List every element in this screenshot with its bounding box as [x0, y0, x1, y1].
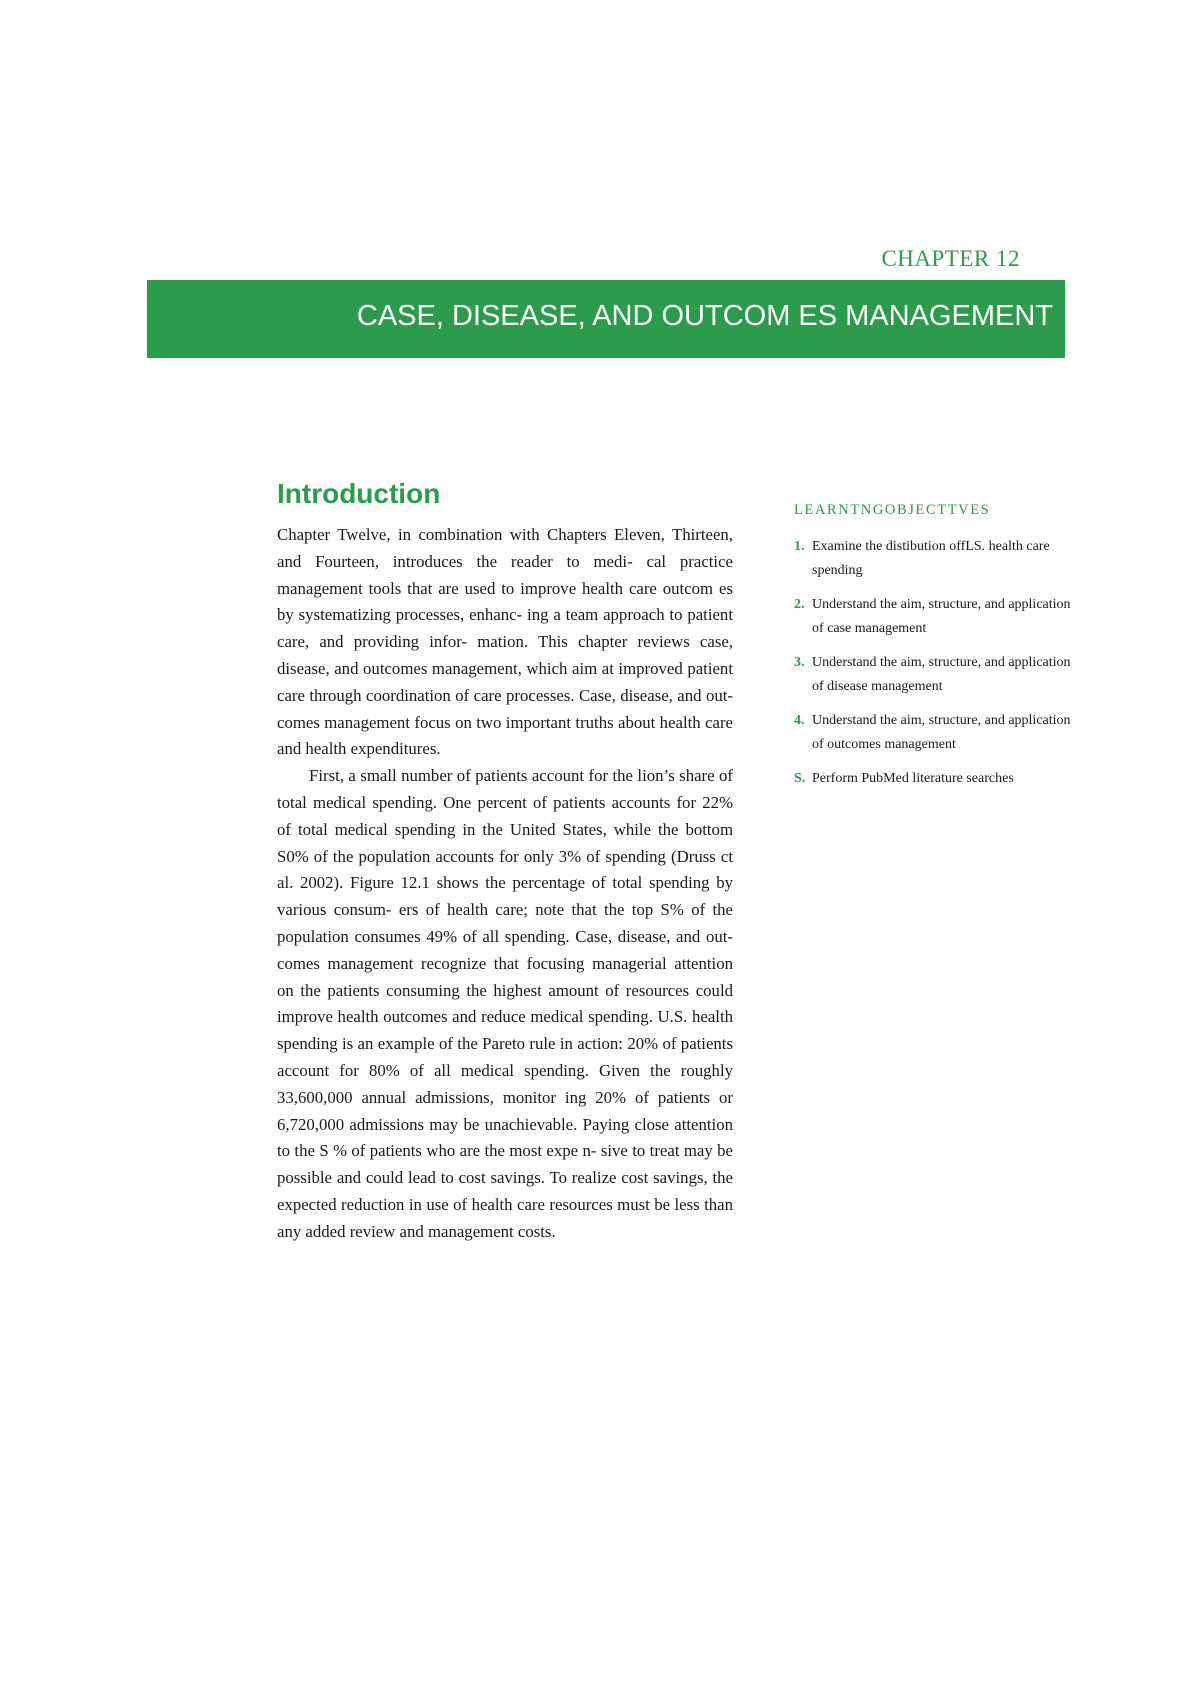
learning-objectives-sidebar — [794, 502, 1074, 801]
learning-objectives-heading: LEARNTNGOBJECTTVES — [794, 502, 991, 518]
learning-objective-item — [794, 767, 1074, 791]
objective-text: Understand the aim, structure, and application of disease management — [812, 655, 1071, 694]
learning-objective-item — [794, 535, 1074, 583]
chapter-title: CASE, DISEASE, AND OUTCOM ES MANAGEMENT — [356, 300, 1053, 332]
objective-number: 3. — [794, 655, 805, 670]
learning-objectives-list — [794, 535, 1074, 791]
learning-objective-item — [794, 593, 1074, 641]
chapter-label: CHAPTER 12 — [881, 246, 1020, 271]
introduction-heading: Introduction — [277, 478, 441, 509]
objective-text: Perform PubMed literature searches — [812, 771, 1014, 786]
objective-text: Understand the aim, structure, and application of case management — [812, 597, 1071, 636]
chapter-title-band — [147, 280, 1065, 358]
learning-objective-item — [794, 651, 1074, 699]
objective-number: 4. — [794, 713, 805, 728]
objective-text: Examine the distibution offLS. health care spending — [812, 539, 1050, 578]
introduction-section — [277, 478, 733, 1246]
introduction-paragraph-1: Chapter Twelve, in combination with Chapters Eleven, Thirteen, and Fourteen, introduces the reader to medi- cal practice management tools that are used to improve health care outcom es by systematizing processes, enhanc- ing a team approach to patient care, and providing infor- mation. This chapter reviews case, disease, and outcomes management, which aim at improved patient care through coordination of care processes. Case, disease, and out- comes management focus on two important truths about health care and health expenditures. — [277, 525, 733, 759]
introduction-paragraph-2: First, a small number of patients account for the lion’s share of total medical spending. One percent of patients accounts for 22% of total medical spending in the United States, while the bottom S0% of the population accounts for only 3% of spending (Druss ct al. 2002). Figure 12.1 shows the percentage of total spending by various consum- ers of health care; note that the top S% of the population consumes 49% of all spending. Case, disease, and out- comes management recognize that focusing managerial attention on the patients consuming the highest amount of resources could improve health outcomes and reduce medical spending. U.S. health spending is an example of the Pareto rule in action: 20% of patients account for 80% of all medical spending. Given the roughly 33,600,000 annual admissions, monitor ing 20% of patients or 6,720,000 admissions may be unachievable. Paying close attention to the S % of patients who are the most expe n- sive to treat may be possible and could lead to cost savings. To realize cost savings, the expected reduction in use of health care resources must be less than any added review and management costs. — [277, 766, 733, 1241]
learning-objective-item — [794, 709, 1074, 757]
objective-number: S. — [794, 771, 806, 786]
objective-number: 1. — [794, 539, 805, 554]
objective-number: 2. — [794, 597, 805, 612]
objective-text: Understand the aim, structure, and application of outcomes management — [812, 713, 1071, 752]
